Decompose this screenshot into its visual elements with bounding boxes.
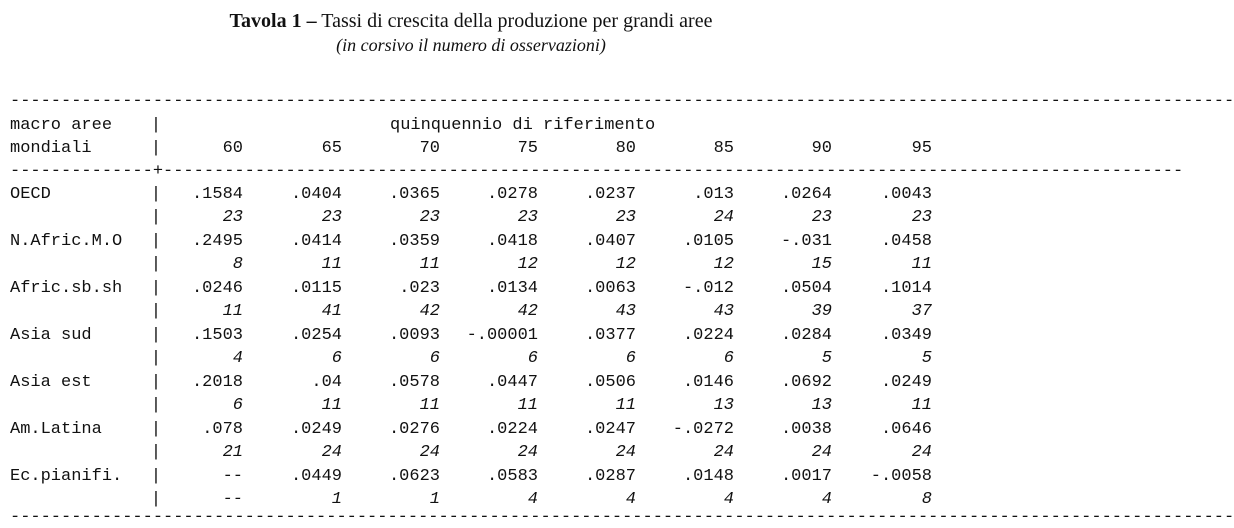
column-separator: |: [150, 443, 162, 462]
growth-value: .0246: [191, 279, 243, 298]
observation-count: 11: [222, 302, 243, 321]
observation-count: 6: [331, 349, 342, 368]
observation-count: 12: [517, 255, 538, 274]
observation-count: 11: [911, 255, 932, 274]
observation-count: 1: [331, 490, 342, 509]
growth-value: -.031: [780, 232, 832, 251]
title-rest: Tassi di crescita della produzione per grandi aree: [316, 10, 713, 32]
observation-count: 24: [615, 443, 636, 462]
observation-count: 42: [419, 302, 440, 321]
growth-value: .0449: [290, 467, 342, 486]
observation-count: 23: [517, 208, 538, 227]
column-separator: |: [150, 326, 162, 345]
observation-count: 23: [811, 208, 832, 227]
column-separator: |: [150, 255, 162, 274]
observation-count: 4: [527, 490, 538, 509]
observation-count: 6: [723, 349, 734, 368]
observation-count: 24: [517, 443, 538, 462]
observation-count: 23: [419, 208, 440, 227]
row-area-label: Ec.pianifi.: [10, 467, 123, 486]
observation-count: 11: [517, 396, 538, 415]
growth-value: .1503: [191, 326, 243, 345]
growth-value: .0284: [780, 326, 832, 345]
growth-value: .0237: [584, 185, 636, 204]
growth-value: -.012: [682, 279, 734, 298]
observation-count: 11: [911, 396, 932, 415]
header-period: 85: [713, 139, 734, 158]
growth-value: .04: [311, 373, 342, 392]
row-area-label: OECD: [10, 185, 51, 204]
growth-value: .0254: [290, 326, 342, 345]
title-block: [0, 8, 942, 56]
column-separator: |: [150, 185, 162, 204]
header-col1-line2: mondiali: [10, 139, 92, 158]
observation-count: 4: [821, 490, 832, 509]
observation-count: 6: [527, 349, 538, 368]
growth-value: .0418: [486, 232, 538, 251]
observation-count: 23: [321, 208, 342, 227]
observation-count: 13: [713, 396, 734, 415]
growth-value: -.0058: [870, 467, 932, 486]
observation-count: 11: [419, 396, 440, 415]
observation-count: 12: [615, 255, 636, 274]
growth-value: .0377: [584, 326, 636, 345]
column-separator: |: [150, 232, 162, 251]
growth-value: .2018: [191, 373, 243, 392]
header-period: 60: [222, 139, 243, 158]
header-group: quinquennio di riferimento: [390, 116, 656, 135]
observation-count: 24: [321, 443, 342, 462]
observation-count: 13: [811, 396, 832, 415]
column-separator: |: [150, 208, 162, 227]
growth-value: .0093: [388, 326, 440, 345]
header-period: 80: [615, 139, 636, 158]
column-separator: |: [150, 302, 162, 321]
observation-count: 42: [517, 302, 538, 321]
growth-value: .0349: [880, 326, 932, 345]
observation-count: 24: [419, 443, 440, 462]
observation-count: 24: [811, 443, 832, 462]
growth-value: .0063: [584, 279, 636, 298]
growth-value: .0249: [290, 420, 342, 439]
column-separator: |: [150, 116, 162, 135]
observation-count: --: [222, 490, 243, 509]
growth-value: .0146: [682, 373, 734, 392]
header-period: 95: [911, 139, 932, 158]
observation-count: 24: [713, 443, 734, 462]
growth-value: .0623: [388, 467, 440, 486]
observation-count: 5: [921, 349, 932, 368]
growth-value: .0404: [290, 185, 342, 204]
observation-count: 24: [911, 443, 932, 462]
observation-count: 43: [615, 302, 636, 321]
growth-value: .0043: [880, 185, 932, 204]
growth-value: .0646: [880, 420, 932, 439]
table-subtitle: (in corsivo il numero di osservazioni): [336, 35, 606, 55]
observation-count: 4: [723, 490, 734, 509]
column-separator: |: [150, 490, 162, 509]
observation-count: 6: [232, 396, 243, 415]
column-separator: |: [150, 420, 162, 439]
growth-value: .1014: [880, 279, 932, 298]
growth-value: -.0272: [672, 420, 734, 439]
column-separator: |: [150, 373, 162, 392]
growth-value: .2495: [191, 232, 243, 251]
observation-count: 4: [625, 490, 636, 509]
growth-value: .1584: [191, 185, 243, 204]
growth-value: .0105: [682, 232, 734, 251]
observation-count: 11: [321, 396, 342, 415]
row-area-label: Asia sud: [10, 326, 92, 345]
header-period: 90: [811, 139, 832, 158]
growth-value: .0148: [682, 467, 734, 486]
bottom-rule: ------------------------------------------------------------------------------------------------------------------------: [10, 508, 1234, 527]
growth-value: .0458: [880, 232, 932, 251]
table-title: [0, 8, 942, 34]
observation-count: 8: [232, 255, 243, 274]
growth-value: .0038: [780, 420, 832, 439]
growth-value: .0447: [486, 373, 538, 392]
observation-count: 11: [615, 396, 636, 415]
observation-count: 11: [321, 255, 342, 274]
observation-count: 4: [232, 349, 243, 368]
observation-count: 11: [419, 255, 440, 274]
column-separator: |: [150, 139, 162, 158]
growth-value: .0134: [486, 279, 538, 298]
growth-value: .0583: [486, 467, 538, 486]
column-separator: |: [150, 279, 162, 298]
header-col1-line1: macro aree: [10, 116, 113, 135]
observation-count: 41: [321, 302, 342, 321]
header-rule: --------------+----------------------------------------------------------------------------------------------------: [10, 162, 1184, 181]
observation-count: 23: [222, 208, 243, 227]
observation-count: 21: [222, 443, 243, 462]
observation-count: 23: [911, 208, 932, 227]
header-period: 65: [321, 139, 342, 158]
growth-value: .0264: [780, 185, 832, 204]
growth-value: .0359: [388, 232, 440, 251]
growth-value: .0017: [780, 467, 832, 486]
column-separator: |: [150, 396, 162, 415]
row-area-label: Afric.sb.sh: [10, 279, 123, 298]
growth-value: .0224: [682, 326, 734, 345]
growth-value: .0287: [584, 467, 636, 486]
observation-count: 1: [429, 490, 440, 509]
growth-value: .0504: [780, 279, 832, 298]
growth-value: .023: [399, 279, 440, 298]
growth-value: -.00001: [466, 326, 538, 345]
observation-count: 15: [811, 255, 832, 274]
title-bold: Tavola 1 –: [229, 10, 317, 32]
observation-count: 12: [713, 255, 734, 274]
column-separator: |: [150, 467, 162, 486]
growth-value: .013: [693, 185, 734, 204]
growth-value: .0407: [584, 232, 636, 251]
observation-count: 43: [713, 302, 734, 321]
observation-count: 5: [821, 349, 832, 368]
growth-value: .0414: [290, 232, 342, 251]
growth-value: .0249: [880, 373, 932, 392]
observation-count: 24: [713, 208, 734, 227]
growth-value: .0365: [388, 185, 440, 204]
header-period: 70: [419, 139, 440, 158]
growth-value: .0224: [486, 420, 538, 439]
growth-value: .0506: [584, 373, 636, 392]
observation-count: 37: [911, 302, 932, 321]
row-area-label: N.Afric.M.O: [10, 232, 123, 251]
growth-value: .0276: [388, 420, 440, 439]
column-separator: |: [150, 349, 162, 368]
growth-value: .0247: [584, 420, 636, 439]
observation-count: 6: [625, 349, 636, 368]
observation-count: 39: [811, 302, 832, 321]
observation-count: 23: [615, 208, 636, 227]
growth-value: .0578: [388, 373, 440, 392]
header-period: 75: [517, 139, 538, 158]
observation-count: 8: [921, 490, 932, 509]
row-area-label: Asia est: [10, 373, 92, 392]
row-area-label: Am.Latina: [10, 420, 102, 439]
observation-count: 6: [429, 349, 440, 368]
top-rule: ------------------------------------------------------------------------------------------------------------------------: [10, 92, 1234, 111]
growth-value: .0692: [780, 373, 832, 392]
growth-value: .078: [202, 420, 243, 439]
growth-value: --: [222, 467, 243, 486]
growth-value: .0115: [290, 279, 342, 298]
growth-value: .0278: [486, 185, 538, 204]
